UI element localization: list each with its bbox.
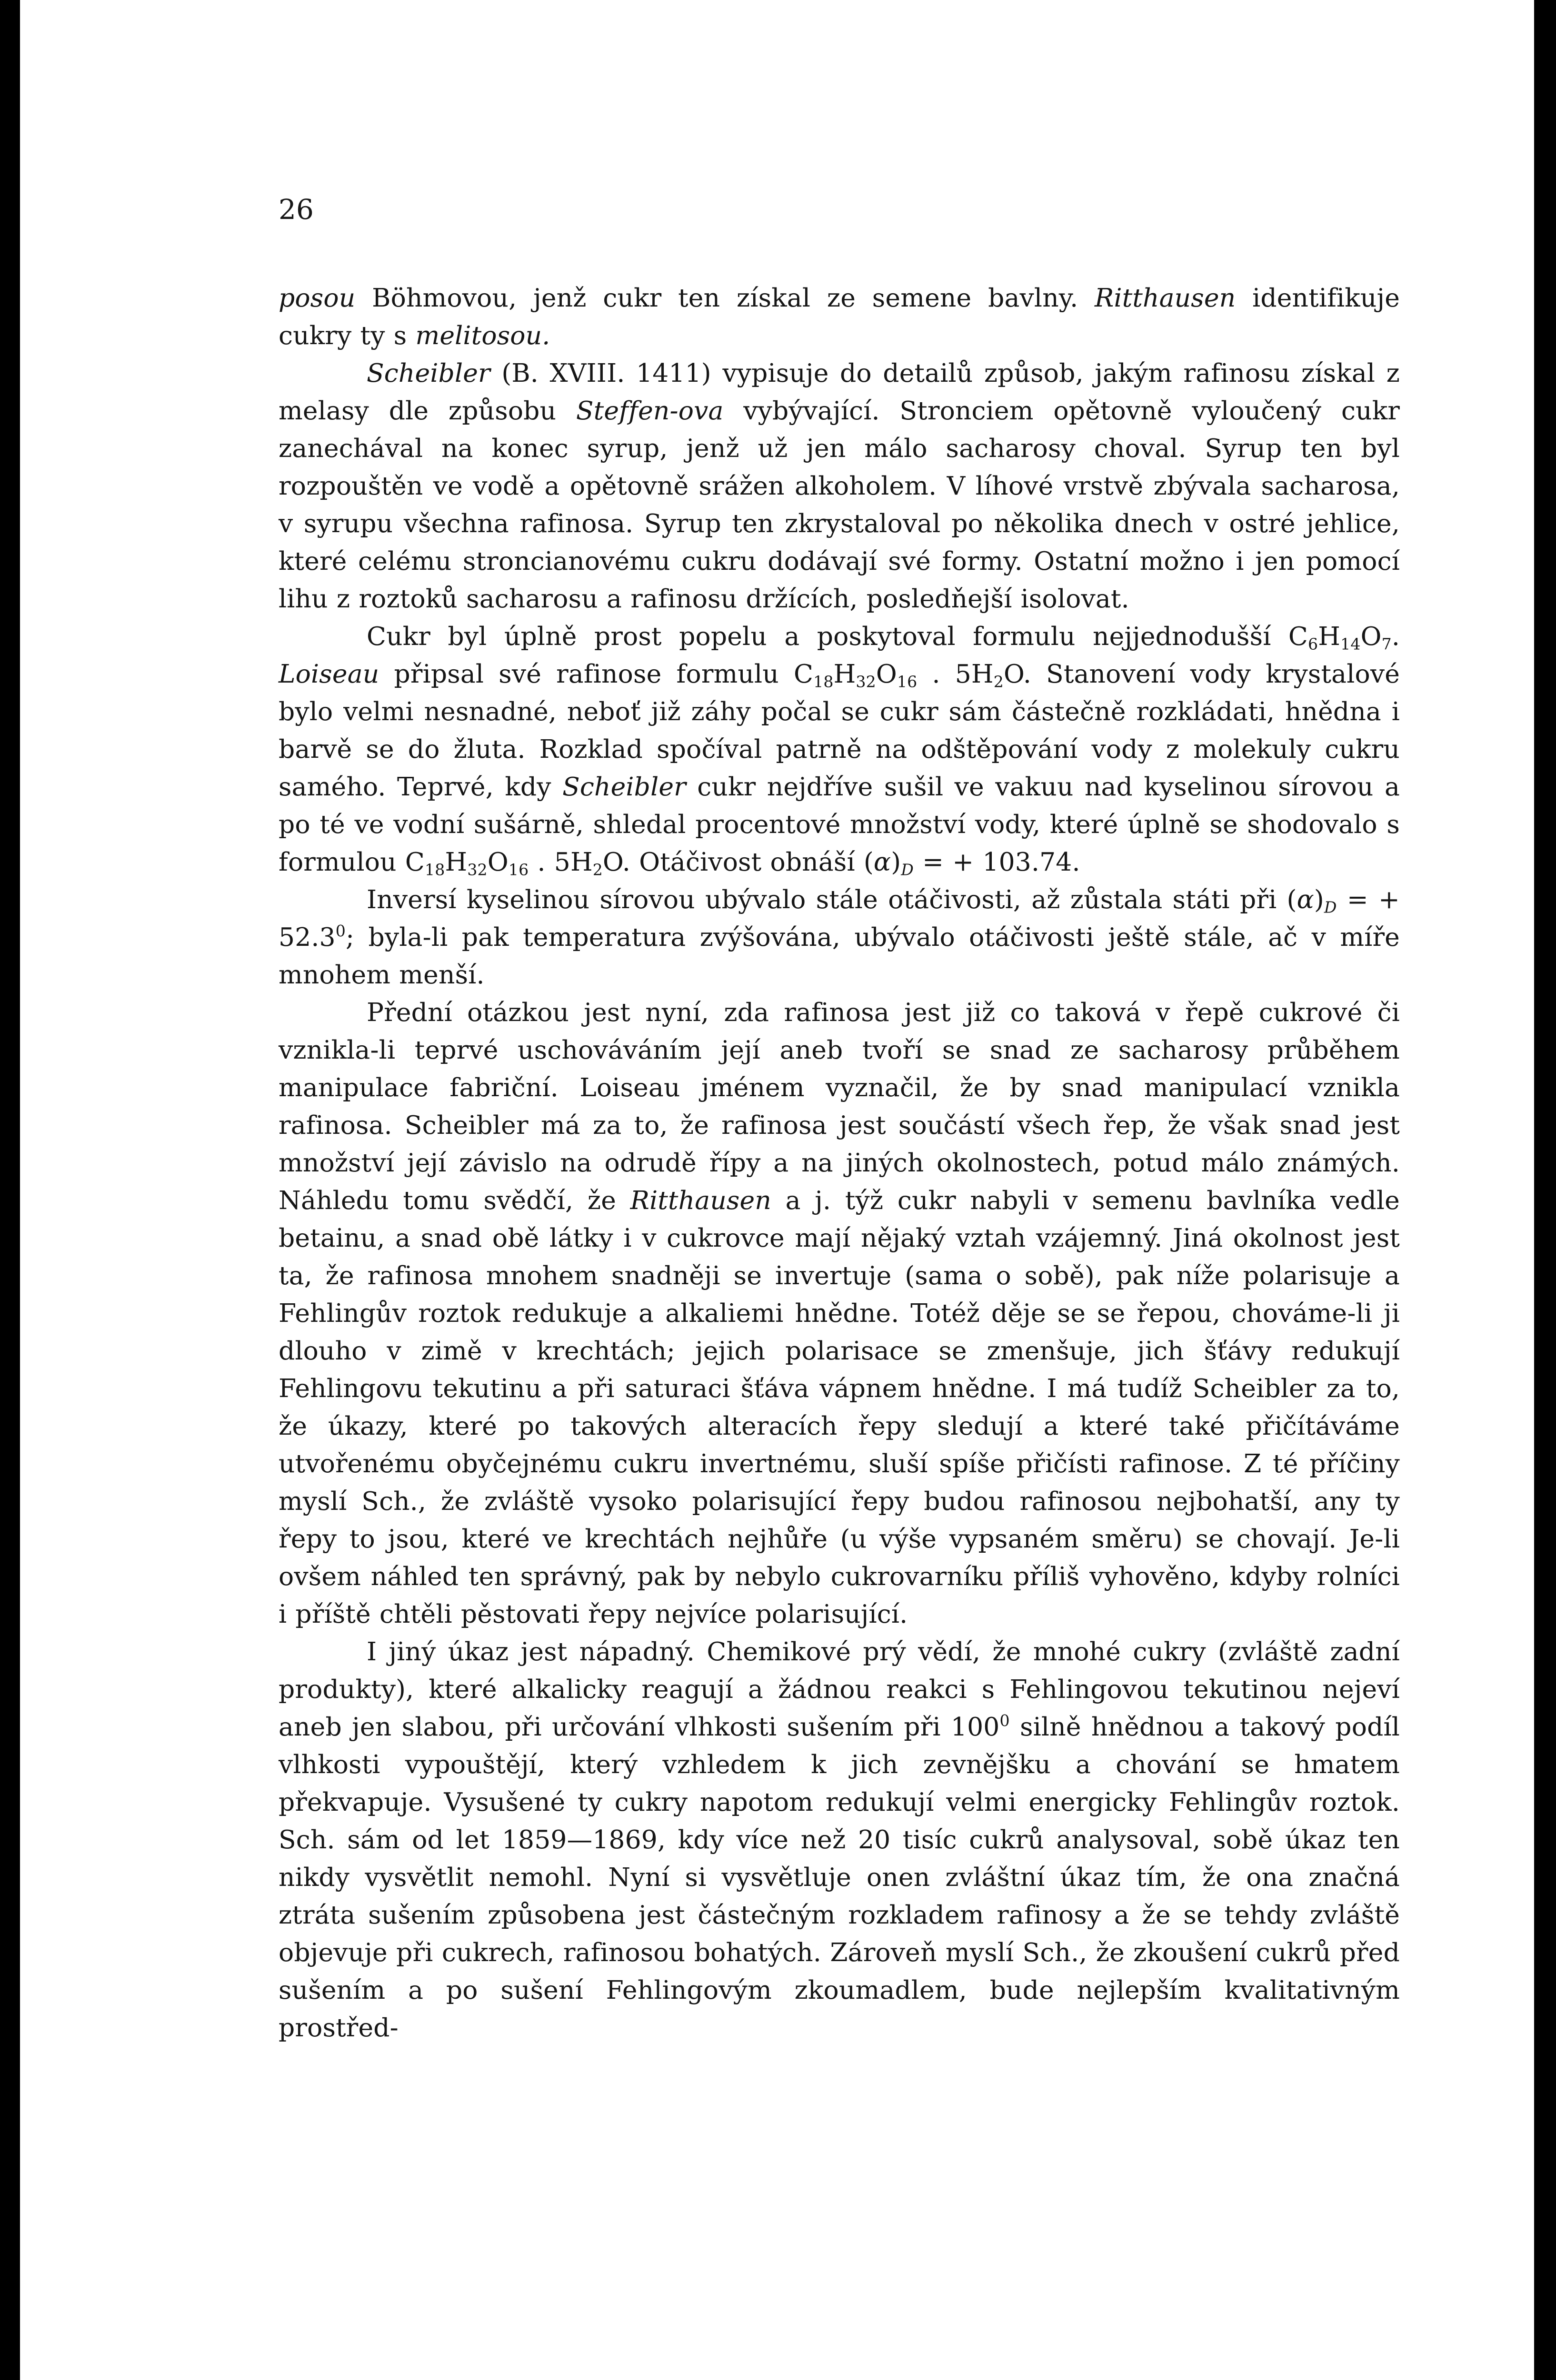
italic-text: α (873, 847, 891, 877)
text-run: . 5H (917, 659, 994, 689)
text-run: Přední otázkou jest nyní, zda rafinosa jest již co taková v řepě cukrové či vznikla-li teprvé uschováváním její aneb tvoří se snad ze sacharosy průběhem manipulace fabriční. Loiseau jménem vyznačil, že by snad manipulací vznikla rafinosa. Scheibler má za to, že rafinosa jest součástí všech řep, že však snad jest množství její závislo na odrudě řípy a na jiných okolnostech, potud málo známých. Náhledu tomu svědčí, že (279, 997, 1400, 1215)
scan-border-right (1534, 0, 1556, 2380)
subscript: 32 (467, 860, 488, 879)
subscript: 18 (813, 672, 834, 691)
subscript: 7 (1381, 635, 1392, 654)
text-run: I jiný úkaz jest nápadný. Chemikové prý vědí, že mnohé cukry (zvláště zadní produkty), které alkalicky reagují a žádnou reakci s Fehlingovou tekutinou nejeví aneb jen slabou, při určování vlhkosti sušením při 100 (279, 1636, 1400, 1742)
body-text (279, 279, 1400, 2046)
superscript: 0 (335, 922, 346, 941)
text-run: . (1391, 621, 1400, 651)
subscript: 16 (897, 672, 918, 691)
subscript: 18 (425, 860, 445, 879)
text-run: O. Otáčivost obnáší ( (603, 847, 874, 877)
text-run: O. Stanovení vody krystalové bylo velmi nesnadné, neboť již záhy počal se cukr sám částečně rozkládati, hnědna i barvě se do žluta. Rozklad spočíval patrně na odštěpování vody z molekuly cukru samého. Teprvé, kdy (279, 659, 1400, 802)
italic-text: Loiseau (279, 659, 379, 689)
text-run: identifikuje cukry ty s (279, 283, 1400, 350)
text-run: (B. XVIII. 1411) vypisuje do detailů způsob, jakým rafinosu získal z melasy dle způsobu (279, 358, 1400, 426)
subscript: D (901, 860, 914, 879)
subscript: D (1324, 898, 1337, 917)
text-run: = + 103.74. (913, 847, 1080, 877)
italic-text: Ritthausen (1095, 283, 1236, 313)
superscript: 0 (999, 1711, 1010, 1730)
scan-border-left (0, 0, 20, 2380)
page-number: 26 (279, 193, 314, 226)
paragraph (279, 1633, 1400, 2046)
subscript: 2 (993, 672, 1004, 691)
text-run: vybývající. Stronciem opětovně vyloučený cukr zanechával na konec syrup, jenž už jen málo sacharosy choval. Syrup ten byl rozpouštěn ve vodě a opětovně srážen alkoholem. V líhové vrstvě zbývala sacharosa, v syrupu všechna rafinosa. Syrup ten zkrystaloval po několika dnech v ostré jehlice, které celému stroncianovému cukru dodávají své formy. Ostatní možno i jen pomocí lihu z roztoků sacharosu a rafinosu držících, posledňejší isolovat. (279, 396, 1400, 614)
subscript: 6 (1308, 635, 1318, 654)
paragraph (279, 354, 1400, 617)
paragraph (279, 881, 1400, 993)
italic-text: α (1297, 884, 1314, 914)
text-run: O (487, 847, 509, 877)
text-run: ) (891, 847, 901, 877)
text-run: . 5H (529, 847, 593, 877)
paragraph (279, 617, 1400, 881)
italic-text: Scheibler (562, 772, 686, 802)
subscript: 32 (856, 672, 876, 691)
paragraph (279, 993, 1400, 1633)
paragraph (279, 279, 1400, 354)
text-run: H (833, 659, 856, 689)
text-run: O (1360, 621, 1382, 651)
text-run: připsal své rafinose formulu C (379, 659, 814, 689)
italic-text: Scheibler (367, 358, 490, 388)
italic-text: posou (279, 283, 356, 313)
italic-text: melitosou. (415, 320, 550, 350)
text-run: H (1318, 621, 1341, 651)
text-run: = + 52.3 (279, 884, 1400, 952)
text-run: Cukr byl úplně prost popelu a poskytoval formulu nejjednodušší C (367, 621, 1308, 651)
text-run: Böhmovou, jenž cukr ten získal ze semene bavlny. (355, 283, 1095, 313)
text-run: Inversí kyselinou sírovou ubývalo stále otáčivosti, až zůstala státi při ( (367, 884, 1297, 914)
text-run: a j. týž cukr nabyli v semenu bavlníka vedle betainu, a snad obě látky i v cukrovce mají nějaký vztah vzájemný. Jiná okolnost jest ta, že rafinosa mnohem snadněji se invertuje (sama o sobě), pak níže polarisuje a Fehlingův roztok redukuje a alkaliemi hnědne. Totéž děje se se řepou, chováme-li ji dlouho v zimě v krechtách; jejich polarisace se zmenšuje, jich šťávy redukují Fehlingovu tekutinu a při saturaci šťáva vápnem hnědne. I má tudíž Scheibler za to, že úkazy, které po takových alteracích řepy sledují a které také přičítáváme utvořenému obyčejnému cukru invertnému, sluší spíše přičísti rafinose. Z té příčiny myslí Sch., že zvláště vysoko polarisující řepy budou rafinosou nejbohatší, any ty řepy to jsou, které ve krechtách nejhůře (u výše vypsaném směru) se chovají. Je-li ovšem náhled ten správný, pak by nebylo cukrovarníku příliš vyhověno, kdyby rolníci i příště chtěli pěstovati řepy nejvíce polarisující. (279, 1185, 1400, 1629)
italic-text: Steffen-ova (576, 396, 724, 426)
text-run: cukr nejdříve sušil ve vakuu nad kyselinou sírovou a po té ve vodní sušárně, shledal procentové množství vody, které úplně se shodovalo s formulou C (279, 772, 1400, 877)
subscript: 16 (508, 860, 529, 879)
text-run: H (445, 847, 468, 877)
text-run: silně hnědnou a takový podíl vlhkosti vypouštějí, který vzhledem k jich zevnějšku a chování se hmatem překvapuje. Vysušené ty cukry napotom redukují velmi energicky Fehlingův roztok. Sch. sám od let 1859—1869, kdy více než 20 tisíc cukrů analysoval, sobě úkaz ten nikdy vysvětlit nemohl. Nyní si vysvětluje onen zvláštní úkaz tím, že ona značná ztráta sušením způsobena jest částečným rozkladem rafinosy a že se tehdy zvláště objevuje při cukrech, rafinosou bohatých. Zároveň myslí Sch., že zkoušení cukrů před sušením a po sušení Fehlingovým zkoumadlem, bude nejlepším kvalitativným prostřed- (279, 1712, 1400, 2043)
text-run: ; byla-li pak temperatura zvýšována, ubývalo otáčivosti ještě stále, ač v míře mnohem menší. (279, 922, 1400, 990)
text-run: O (876, 659, 897, 689)
subscript: 2 (592, 860, 603, 879)
document-page (279, 190, 1400, 2046)
text-run: ) (1314, 884, 1324, 914)
subscript: 14 (1340, 635, 1361, 654)
italic-text: Ritthausen (630, 1185, 771, 1215)
